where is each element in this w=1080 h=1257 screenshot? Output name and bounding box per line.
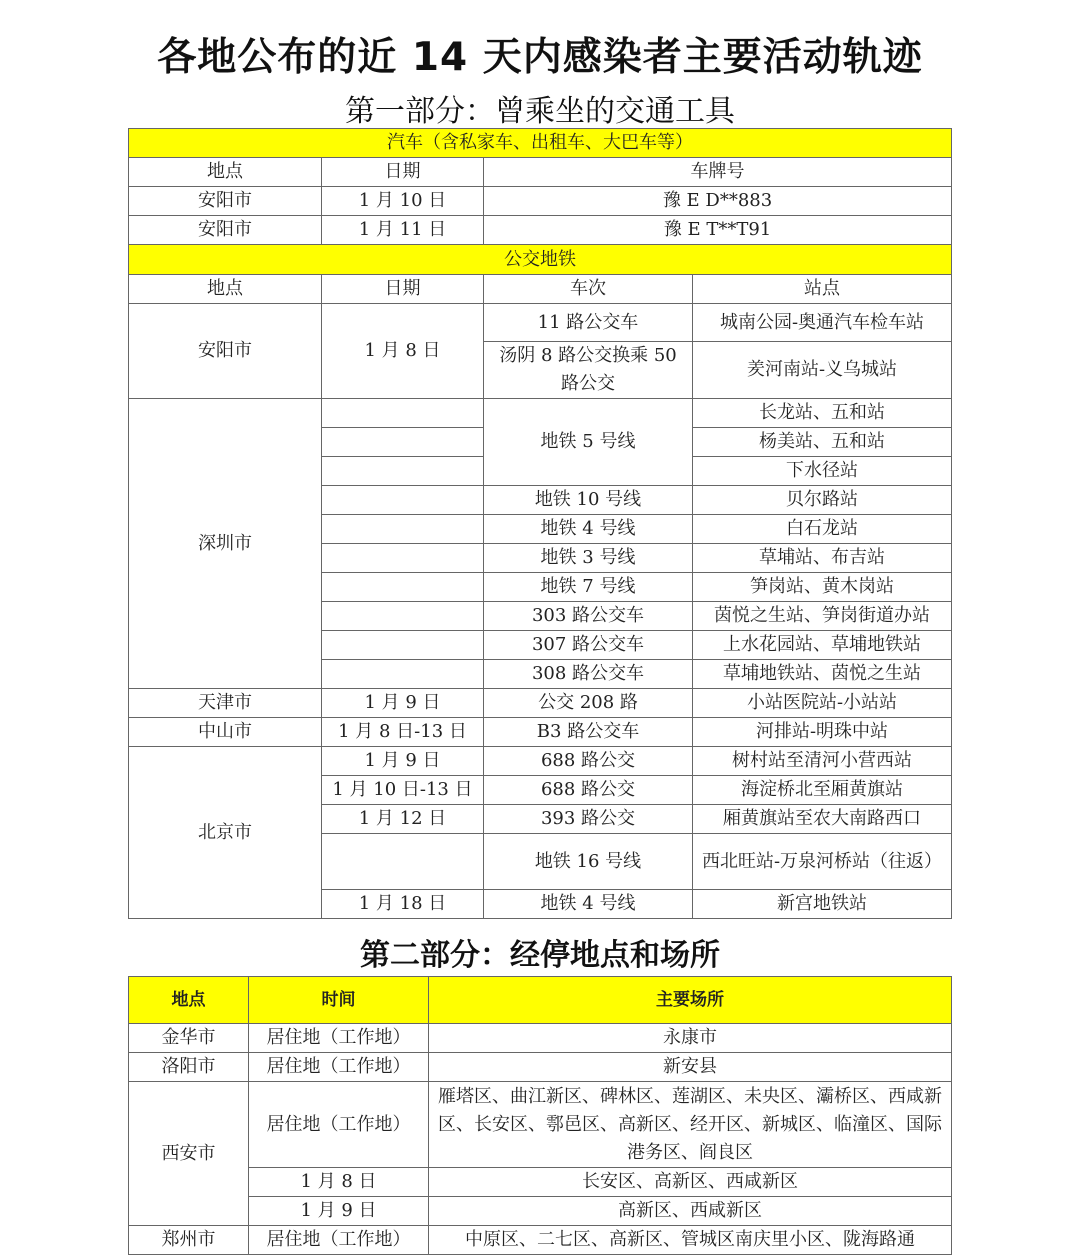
cell-stations: 河排站-明珠中站 bbox=[693, 718, 952, 747]
cell-stations: 城南公园-奥通汽车检车站 bbox=[693, 304, 952, 342]
cell-plate: 豫 E T**T91 bbox=[484, 216, 952, 245]
cell-stations: 草埔地铁站、茵悦之生站 bbox=[693, 660, 952, 689]
cell-place: 深圳市 bbox=[129, 399, 322, 689]
part1-heading: 第一部分：曾乘坐的交通工具 bbox=[345, 94, 735, 129]
cell-stations: 贝尔路站 bbox=[693, 486, 952, 515]
table-row bbox=[129, 216, 952, 245]
table-row bbox=[129, 1168, 952, 1197]
cell-route: 688 路公交 bbox=[484, 776, 693, 805]
cell-date bbox=[322, 457, 484, 486]
places-header-place: 地点 bbox=[129, 977, 249, 1024]
bus-section-row bbox=[129, 245, 952, 275]
cell-stations: 笋岗站、黄木岗站 bbox=[693, 573, 952, 602]
transport-table bbox=[128, 128, 952, 919]
cell-time: 居住地（工作地） bbox=[249, 1053, 429, 1082]
cell-route: 地铁 10 号线 bbox=[484, 486, 693, 515]
cell-place: 北京市 bbox=[129, 747, 322, 919]
cell-date bbox=[322, 834, 484, 890]
part2-heading: 第二部分：经停地点和场所 bbox=[360, 938, 720, 973]
cell-date: 1 月 8 日-13 日 bbox=[322, 718, 484, 747]
cell-place: 中山市 bbox=[129, 718, 322, 747]
cell-route: 公交 208 路 bbox=[484, 689, 693, 718]
table-row bbox=[129, 304, 952, 342]
cell-route: 地铁 4 号线 bbox=[484, 515, 693, 544]
cell-stations: 长龙站、五和站 bbox=[693, 399, 952, 428]
cell-place: 洛阳市 bbox=[129, 1053, 249, 1082]
cell-date: 1 月 10 日-13 日 bbox=[322, 776, 484, 805]
cell-route: 308 路公交车 bbox=[484, 660, 693, 689]
cell-route: 地铁 5 号线 bbox=[484, 399, 693, 486]
page-title: 各地公布的近 14 天内感染者主要活动轨迹 bbox=[157, 35, 923, 80]
cell-stations: 海淀桥北至厢黄旗站 bbox=[693, 776, 952, 805]
cell-date: 1 月 18 日 bbox=[322, 890, 484, 919]
cell-route: 688 路公交 bbox=[484, 747, 693, 776]
car-header-plate: 车牌号 bbox=[484, 158, 952, 187]
cell-venues: 新安县 bbox=[429, 1053, 952, 1082]
cell-stations: 羑河南站-义乌城站 bbox=[693, 342, 952, 399]
places-header-venues: 主要场所 bbox=[429, 977, 952, 1024]
cell-route: 11 路公交车 bbox=[484, 304, 693, 342]
cell-date bbox=[322, 573, 484, 602]
cell-date: 1 月 12 日 bbox=[322, 805, 484, 834]
cell-route: 地铁 16 号线 bbox=[484, 834, 693, 890]
cell-venues: 中原区、二七区、高新区、管城区南庆里小区、陇海路通 bbox=[429, 1226, 952, 1255]
cell-date: 1 月 9 日 bbox=[322, 747, 484, 776]
cell-date bbox=[322, 602, 484, 631]
table-row bbox=[129, 1082, 952, 1168]
car-header-place: 地点 bbox=[129, 158, 322, 187]
cell-date bbox=[322, 631, 484, 660]
bus-header-place: 地点 bbox=[129, 275, 322, 304]
cell-time: 居住地（工作地） bbox=[249, 1024, 429, 1053]
cell-route: 303 路公交车 bbox=[484, 602, 693, 631]
cell-date bbox=[322, 428, 484, 457]
cell-stations: 树村站至清河小营西站 bbox=[693, 747, 952, 776]
table-row bbox=[129, 718, 952, 747]
cell-time: 1 月 9 日 bbox=[249, 1197, 429, 1226]
bus-header-row bbox=[129, 275, 952, 304]
cell-route: 地铁 3 号线 bbox=[484, 544, 693, 573]
cell-place: 安阳市 bbox=[129, 216, 322, 245]
cell-venues: 永康市 bbox=[429, 1024, 952, 1053]
cell-date bbox=[322, 486, 484, 515]
cell-route: 地铁 7 号线 bbox=[484, 573, 693, 602]
cell-stations: 白石龙站 bbox=[693, 515, 952, 544]
places-header-time: 时间 bbox=[249, 977, 429, 1024]
cell-time: 居住地（工作地） bbox=[249, 1226, 429, 1255]
car-section-row bbox=[129, 129, 952, 158]
cell-stations: 下水径站 bbox=[693, 457, 952, 486]
cell-place: 西安市 bbox=[129, 1082, 249, 1226]
cell-route: 307 路公交车 bbox=[484, 631, 693, 660]
cell-time: 居住地（工作地） bbox=[249, 1082, 429, 1168]
bus-section-label: 公交地铁 bbox=[129, 245, 952, 275]
table-row bbox=[129, 747, 952, 776]
cell-date: 1 月 10 日 bbox=[322, 187, 484, 216]
cell-stations: 厢黄旗站至农大南路西口 bbox=[693, 805, 952, 834]
cell-route: 地铁 4 号线 bbox=[484, 890, 693, 919]
cell-route: 393 路公交 bbox=[484, 805, 693, 834]
cell-route: 汤阴 8 路公交换乘 50 路公交 bbox=[484, 342, 693, 399]
bus-header-stations: 站点 bbox=[693, 275, 952, 304]
cell-stations: 上水花园站、草埔地铁站 bbox=[693, 631, 952, 660]
table-row bbox=[129, 1053, 952, 1082]
places-table bbox=[128, 976, 952, 1255]
cell-date bbox=[322, 660, 484, 689]
cell-route: B3 路公交车 bbox=[484, 718, 693, 747]
car-section-label: 汽车（含私家车、出租车、大巴车等） bbox=[129, 129, 952, 158]
car-header-row bbox=[129, 158, 952, 187]
cell-stations: 茵悦之生站、笋岗街道办站 bbox=[693, 602, 952, 631]
places-header-row bbox=[129, 977, 952, 1024]
cell-place: 金华市 bbox=[129, 1024, 249, 1053]
table-row bbox=[129, 689, 952, 718]
cell-date bbox=[322, 544, 484, 573]
cell-stations: 草埔站、布吉站 bbox=[693, 544, 952, 573]
cell-place: 郑州市 bbox=[129, 1226, 249, 1255]
cell-date: 1 月 11 日 bbox=[322, 216, 484, 245]
cell-venues: 长安区、高新区、西咸新区 bbox=[429, 1168, 952, 1197]
bus-header-route: 车次 bbox=[484, 275, 693, 304]
car-header-date: 日期 bbox=[322, 158, 484, 187]
table-row bbox=[129, 399, 952, 428]
cell-plate: 豫 E D**883 bbox=[484, 187, 952, 216]
table-row bbox=[129, 187, 952, 216]
bus-header-date: 日期 bbox=[322, 275, 484, 304]
cell-date bbox=[322, 515, 484, 544]
cell-venues: 雁塔区、曲江新区、碑林区、莲湖区、未央区、灞桥区、西咸新区、长安区、鄠邑区、高新区、经开区、新城区、临潼区、国际港务区、阎良区 bbox=[429, 1082, 952, 1168]
cell-place: 安阳市 bbox=[129, 304, 322, 399]
cell-date bbox=[322, 399, 484, 428]
cell-stations: 杨美站、五和站 bbox=[693, 428, 952, 457]
table-row bbox=[129, 1197, 952, 1226]
cell-place: 天津市 bbox=[129, 689, 322, 718]
cell-date: 1 月 9 日 bbox=[322, 689, 484, 718]
table-row bbox=[129, 1226, 952, 1255]
cell-place: 安阳市 bbox=[129, 187, 322, 216]
cell-venues: 高新区、西咸新区 bbox=[429, 1197, 952, 1226]
cell-time: 1 月 8 日 bbox=[249, 1168, 429, 1197]
cell-stations: 小站医院站-小站站 bbox=[693, 689, 952, 718]
cell-date: 1 月 8 日 bbox=[322, 304, 484, 399]
table-row bbox=[129, 1024, 952, 1053]
cell-stations: 西北旺站-万泉河桥站（往返） bbox=[693, 834, 952, 890]
cell-stations: 新宫地铁站 bbox=[693, 890, 952, 919]
